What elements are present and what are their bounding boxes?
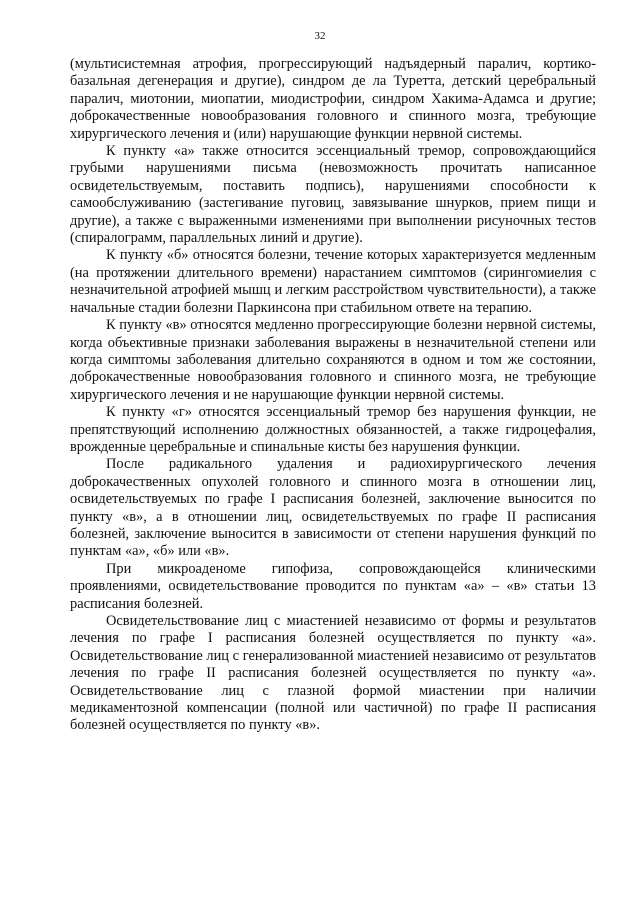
paragraph-myasthenia: Освидетельствование лиц с миастенией независимо от формы и результатов лечения по графе I расписания болезней осуществляется по пункту «а». Освидетельствование лиц с генерализованной миастенией независимо от результатов лечения по графе II расписания болезней осуществляется по пункту «а». Освидетельствование лиц с глазной формой миастении при наличии медикаментозной компенсации (полной или частичной) по графе II расписания болезней осуществляется по пункту «в». [70,613,596,734]
paragraph-point-b: К пункту «б» относятся болезни, течение которых характеризуется медленным (на протяжении длительного времени) нарастанием симптомов (сирингомиелия с незначительной атрофией мышц и легким расстройством чувствительности), а также начальные стадии болезни Паркинсона при стабильном ответе на терапию. [70,247,596,316]
paragraph-post-surgery: После радикального удаления и радиохирургического лечения доброкачественных опухолей головного и спинного мозга в отношении лиц, освидетельствуемых по графе I расписания болезней, заключение выносится по пункту «в», а в отношении лиц, освидетельствуемых по графе II расписания болезней, заключение выносится в зависимости от степени нарушения функций по пунктам «а», «б» или «в». [70,456,596,560]
paragraph-point-g: К пункту «г» относятся эссенциальный тремор без нарушения функции, не препятствующий исполнению должностных обязанностей, а также гидроцефалия, врожденные церебральные и спинальные кисты без нарушения функции. [70,404,596,455]
paragraph-point-v: К пункту «в» относятся медленно прогрессирующие болезни нервной системы, когда объективные признаки заболевания выражены в незначительной степени или когда симптомы заболевания длительно сохраняются в одном и том же состоянии, доброкачественные новообразования головного и спинного мозга, не требующие хирургического лечения и не нарушающие функции нервной системы. [70,317,596,403]
page-number: 32 [314,30,326,42]
paragraph-microadenoma: При микроаденоме гипофиза, сопровождающейся клиническими проявлениями, освидетельствование проводится по пунктам «а» – «в» статьи 13 расписания болезней. [70,560,596,612]
paragraph-point-a-tremor: К пункту «а» также относится эссенциальный тремор, сопровождающийся грубыми нарушениями письма (невозможность прочитать написанное освидетельствуемым, поставить подпись), нарушениями способности к самообслуживанию (застегивание пуговиц, завязывание шнурков, прием пищи и другие), а также с выраженными изменениями при выполнении рисуночных тестов (спиралограмм, параллельных линий и другие). [70,143,596,247]
paragraph-continuation: (мультисистемная атрофия, прогрессирующий надъядерный паралич, кортико-базальная дегенерация и другие), синдром де ла Туретта, детский церебральный паралич, миотонии, миопатии, миодистрофии, синдром Хакима-Адамса и другие; доброкачественные новообразования головного и спинного мозга, требующие хирургического лечения и (или) нарушающие функции нервной системы. [70,56,596,142]
